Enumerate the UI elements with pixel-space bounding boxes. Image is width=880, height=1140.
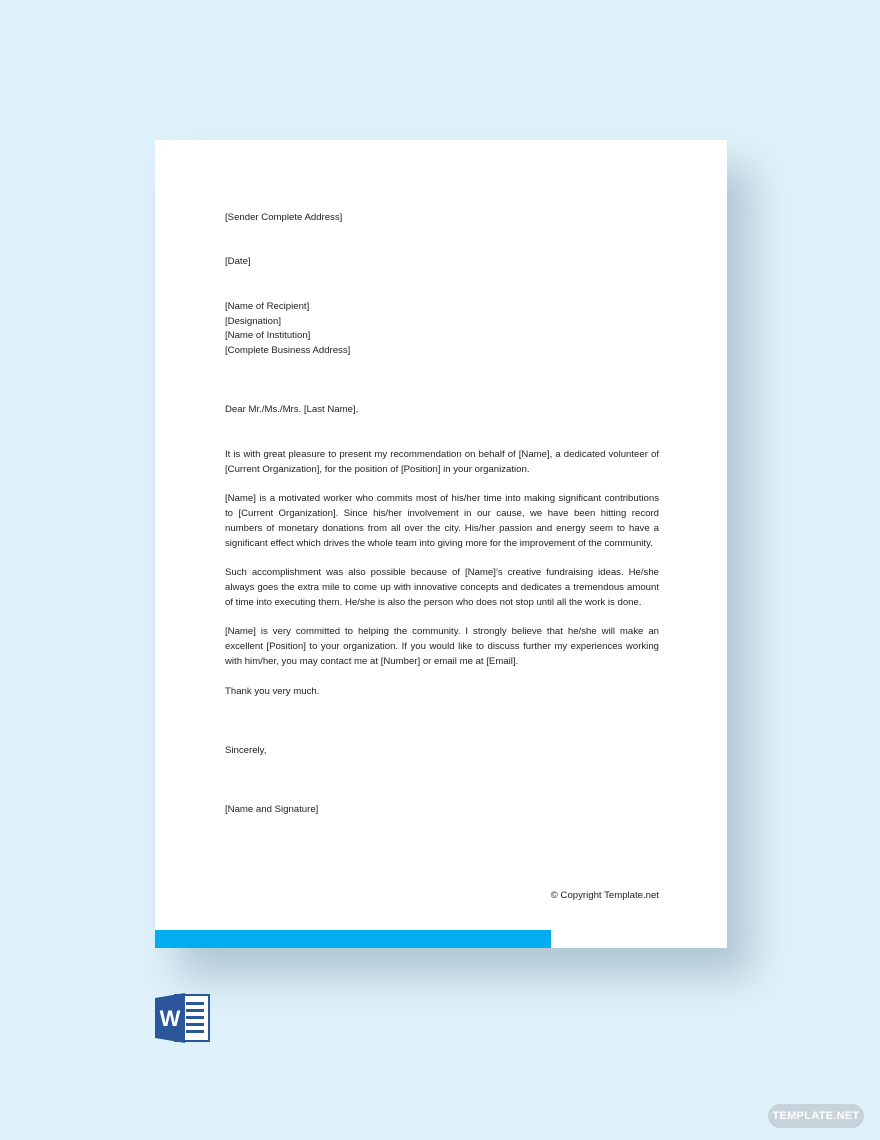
paragraph-3: Such accomplishment was also possible because of [Name]’s creative fundraising ideas. He/she always goes the extra mile to come up with innovative concepts and dedicates a tremendous amount of time into executing them. He/she is also the person who does not stop until all the work is done.: [225, 567, 659, 608]
recipient-address: [Complete Business Address]: [225, 345, 351, 357]
closing-line: Sincerely,: [225, 744, 267, 756]
signature-line: [Name and Signature]: [225, 803, 319, 815]
thanks-line: Thank you very much.: [225, 685, 320, 697]
letter-date: [Date]: [225, 256, 251, 268]
template-net-badge[interactable]: TEMPLATE.NET: [768, 1104, 864, 1128]
microsoft-word-icon: [155, 992, 211, 1044]
letter-document-page: [155, 140, 727, 948]
paragraph-1: It is with great pleasure to present my recommendation on behalf of [Name], a dedicated volunteer of [Current Organization], for the position of [Position] in your organization.: [225, 448, 659, 475]
salutation: Dear Mr./Ms./Mrs. [Last Name],: [225, 404, 359, 416]
paragraph-4: [Name] is very committed to helping the community. I strongly believe that he/she will make an excellent [Position] to your organization. If you would like to discuss further my experiences working with him/her, you may contact me at [Number] or email me at [Email].: [225, 626, 659, 667]
recipient-designation: [Designation]: [225, 315, 281, 327]
sender-address: [Sender Complete Address]: [225, 212, 343, 223]
accent-bar: [155, 930, 551, 948]
recipient-name: [Name of Recipient]: [225, 300, 310, 312]
copyright-notice: © Copyright Template.net: [550, 890, 659, 901]
letter-body: [225, 211, 659, 818]
word-icon-letter: W: [159, 1006, 181, 1031]
recipient-institution: [Name of Institution]: [225, 330, 311, 342]
paragraph-2: [Name] is a motivated worker who commits most of his/her time into making significant contributions to [Current Organization]. Since his/her involvement in our cause, we have been hitting record numbers of monetary donations from all over the city. His/her passion and energy seem to have a significant effect which drives the whole team into giving more for the improvement of the community.: [225, 493, 659, 549]
